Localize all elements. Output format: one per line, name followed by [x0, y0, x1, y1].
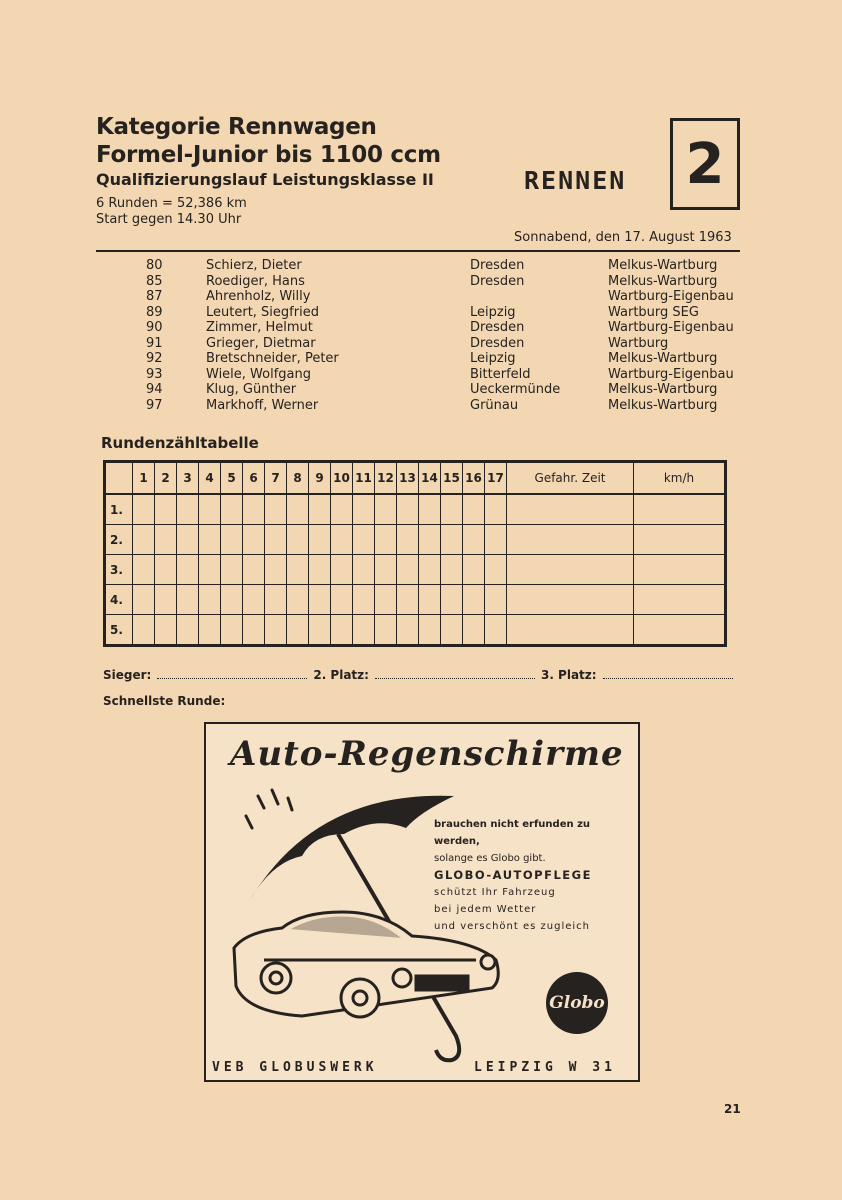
lap-cell — [133, 615, 155, 646]
winner-blank — [157, 677, 307, 679]
start-number: 94 — [146, 382, 163, 397]
start-number: 87 — [146, 289, 163, 304]
rain-drops-icon — [246, 790, 292, 828]
lap-cell — [155, 525, 177, 555]
driver-name: Klug, Günther — [206, 382, 297, 397]
lap-cell — [507, 494, 634, 525]
lap-cell — [221, 555, 243, 585]
second-place-label: 2. Platz: — [313, 668, 369, 682]
ad-headline: Auto-Regenschirme — [230, 734, 624, 774]
start-time: Start gegen 14.30 Uhr — [96, 212, 242, 227]
driver-name: Bretschneider, Peter — [206, 351, 339, 366]
driver-name: Ahrenholz, Willy — [206, 289, 311, 304]
start-number: 93 — [146, 366, 163, 382]
car-make: Wartburg SEG — [608, 304, 699, 320]
time-column-header: Gefahr. Zeit — [507, 462, 634, 495]
start-number: 85 — [146, 273, 163, 289]
lap-cell — [309, 555, 331, 585]
lap-cell — [133, 555, 155, 585]
race-distance: 6 Runden = 52,386 km — [96, 196, 247, 211]
lap-cell — [133, 525, 155, 555]
driver-city: Ueckermünde — [470, 382, 561, 397]
lap-row-label: 1. — [105, 494, 133, 525]
lap-cell — [331, 494, 353, 525]
entry-list — [140, 258, 734, 413]
lap-column-header: 7 — [265, 462, 287, 495]
lap-cell — [441, 585, 463, 615]
car-make: Wartburg-Eigenbau — [608, 366, 734, 382]
lap-column-header: 13 — [397, 462, 419, 495]
lap-row — [105, 525, 726, 555]
lap-cell — [331, 525, 353, 555]
ad-copy-line: und verschönt es zugleich — [434, 921, 591, 932]
third-place-label: 3. Platz: — [540, 668, 597, 682]
lap-cell — [353, 585, 375, 615]
lap-cell — [485, 555, 507, 585]
entry-row — [140, 258, 734, 274]
lap-cell — [634, 555, 726, 585]
lap-cell — [397, 494, 419, 525]
lap-column-header: 2 — [155, 462, 177, 495]
race-heading — [96, 116, 441, 229]
lap-row-label: 5. — [105, 615, 133, 646]
lap-cell — [331, 615, 353, 646]
lap-cell — [287, 525, 309, 555]
lap-column-header: 11 — [353, 462, 375, 495]
lap-row — [105, 494, 726, 525]
car-make: Wartburg-Eigenbau — [608, 320, 734, 335]
ad-copy — [434, 816, 638, 935]
lap-cell — [441, 615, 463, 646]
page-number: 21 — [724, 1102, 741, 1116]
lap-count-table — [103, 460, 727, 647]
lap-column-header: 3 — [177, 462, 199, 495]
lap-cell — [177, 555, 199, 585]
lap-table-title: Rundenzähltabelle — [101, 434, 259, 452]
lap-row-label: 4. — [105, 585, 133, 615]
lap-cell — [397, 615, 419, 646]
lap-cell — [463, 525, 485, 555]
lap-cell — [634, 494, 726, 525]
lap-cell — [397, 555, 419, 585]
start-number: 91 — [146, 335, 163, 351]
lap-column-header: 5 — [221, 462, 243, 495]
lap-cell — [221, 585, 243, 615]
lap-cell — [441, 525, 463, 555]
lap-cell — [133, 494, 155, 525]
race-number: 2 — [685, 131, 725, 197]
lap-cell — [309, 525, 331, 555]
lap-header-row — [105, 462, 726, 495]
lap-cell — [463, 585, 485, 615]
lap-cell — [199, 525, 221, 555]
lap-cell — [221, 615, 243, 646]
lap-cell — [199, 494, 221, 525]
lap-cell — [419, 555, 441, 585]
start-number: 92 — [146, 351, 163, 366]
lap-cell — [375, 555, 397, 585]
start-number: 90 — [146, 320, 163, 335]
ad-copy-line: schützt Ihr Fahrzeug — [434, 887, 556, 898]
driver-city: Dresden — [470, 320, 525, 335]
lap-row-label: 2. — [105, 525, 133, 555]
lap-column-header: 8 — [287, 462, 309, 495]
globo-logo — [546, 972, 608, 1034]
second-place-blank — [375, 677, 535, 679]
car-make: Melkus-Wartburg — [608, 273, 718, 289]
lap-cell — [419, 615, 441, 646]
driver-city: Grünau — [470, 397, 519, 413]
ad-address: LEIPZIG W 31 — [474, 1060, 616, 1075]
lap-row — [105, 555, 726, 585]
lap-cell — [309, 615, 331, 646]
third-place-blank — [603, 677, 733, 679]
driver-city: Leipzig — [470, 351, 516, 366]
lap-cell — [155, 555, 177, 585]
lap-cell — [634, 585, 726, 615]
ad-copy-line: bei jedem Wetter — [434, 904, 537, 915]
lap-column-header: 16 — [463, 462, 485, 495]
lap-column-header: 6 — [243, 462, 265, 495]
lap-column-header: 12 — [375, 462, 397, 495]
lap-cell — [287, 585, 309, 615]
lap-cell — [463, 615, 485, 646]
entry-row — [140, 382, 734, 398]
lap-column-header: 4 — [199, 462, 221, 495]
entry-row — [140, 351, 734, 367]
lap-column-header: 1 — [133, 462, 155, 495]
lap-cell — [463, 555, 485, 585]
driver-name: Wiele, Wolfgang — [206, 366, 311, 382]
lap-cell — [155, 494, 177, 525]
driver-name: Zimmer, Helmut — [206, 320, 313, 335]
fastest-lap-line — [103, 694, 733, 708]
car-make: Wartburg-Eigenbau — [608, 289, 734, 304]
umbrella-icon — [250, 796, 454, 900]
fastest-lap-label: Schnellste Runde: — [103, 694, 226, 708]
lap-cell — [507, 585, 634, 615]
driver-name: Markhoff, Werner — [206, 397, 319, 413]
lap-cell — [155, 615, 177, 646]
driver-city: Dresden — [470, 335, 525, 351]
lap-cell — [353, 615, 375, 646]
qualifier-title: Qualifizierungslauf Leistungsklasse II — [96, 170, 434, 189]
lap-cell — [265, 585, 287, 615]
lap-cell — [485, 494, 507, 525]
lap-cell — [287, 615, 309, 646]
winner-label: Sieger: — [103, 668, 152, 682]
lap-cell — [441, 555, 463, 585]
car-make: Melkus-Wartburg — [608, 382, 718, 397]
lap-cell — [485, 615, 507, 646]
start-number: 89 — [146, 304, 163, 320]
lap-cell — [507, 555, 634, 585]
lap-cell — [199, 585, 221, 615]
class-title: Formel-Junior bis 1100 ccm — [96, 142, 441, 168]
lap-row — [105, 585, 726, 615]
lap-cell — [287, 555, 309, 585]
ad-copy-line: solange es Globo gibt. — [434, 853, 546, 864]
lap-cell — [375, 494, 397, 525]
lap-cell — [265, 525, 287, 555]
lap-cell — [507, 525, 634, 555]
lap-cell — [634, 525, 726, 555]
lap-cell — [441, 494, 463, 525]
lap-column-header: 9 — [309, 462, 331, 495]
lap-cell — [243, 555, 265, 585]
lap-cell — [485, 525, 507, 555]
entry-row — [140, 305, 734, 321]
lap-cell — [397, 525, 419, 555]
lap-cell — [221, 494, 243, 525]
driver-city: Dresden — [470, 273, 525, 289]
lap-cell — [419, 494, 441, 525]
lap-cell — [463, 494, 485, 525]
lap-cell — [265, 555, 287, 585]
race-date: Sonnabend, den 17. August 1963 — [514, 230, 732, 245]
lap-cell — [243, 585, 265, 615]
entry-row — [140, 398, 734, 414]
lap-row — [105, 615, 726, 646]
lap-cell — [243, 525, 265, 555]
lap-cell — [397, 585, 419, 615]
driver-name: Grieger, Dietmar — [206, 335, 316, 351]
lap-cell — [265, 615, 287, 646]
race-number-box — [670, 118, 740, 210]
lap-cell — [375, 525, 397, 555]
ad-brand: GLOBO-AUTOPFLEGE — [434, 868, 592, 882]
driver-city: Leipzig — [470, 304, 516, 320]
ad-company: VEB GLOBUSWERK — [212, 1060, 378, 1075]
lap-cell — [309, 494, 331, 525]
placings-line — [103, 668, 739, 682]
driver-city — [470, 289, 608, 305]
lap-cell — [265, 494, 287, 525]
lap-cell — [155, 585, 177, 615]
driver-name: Schierz, Dieter — [206, 258, 302, 273]
lap-cell — [331, 585, 353, 615]
lap-cell — [485, 585, 507, 615]
car-make: Melkus-Wartburg — [608, 258, 718, 273]
lap-cell — [353, 494, 375, 525]
race-label: RENNEN — [524, 166, 627, 195]
lap-cell — [375, 615, 397, 646]
lap-cell — [133, 585, 155, 615]
lap-cell — [199, 615, 221, 646]
lap-column-header: 15 — [441, 462, 463, 495]
entry-row — [140, 320, 734, 336]
car-make: Wartburg — [608, 335, 669, 351]
driver-name: Leutert, Siegfried — [206, 304, 319, 320]
lap-cell — [177, 494, 199, 525]
lap-cell — [177, 615, 199, 646]
car-make: Melkus-Wartburg — [608, 397, 718, 413]
lap-cell — [507, 615, 634, 646]
lap-column-header: 17 — [485, 462, 507, 495]
start-number: 97 — [146, 397, 163, 413]
lap-cell — [243, 494, 265, 525]
driver-name: Roediger, Hans — [206, 273, 305, 289]
speed-column-header: km/h — [634, 462, 726, 495]
lap-column-header: 14 — [419, 462, 441, 495]
lap-cell — [221, 525, 243, 555]
lap-cell — [243, 615, 265, 646]
start-number: 80 — [146, 258, 163, 273]
lap-cell — [331, 555, 353, 585]
header-divider — [96, 250, 740, 252]
entry-row — [140, 367, 734, 383]
category-title: Kategorie Rennwagen — [96, 114, 377, 140]
entry-row — [140, 336, 734, 352]
lap-cell — [419, 585, 441, 615]
lap-cell — [419, 525, 441, 555]
driver-city: Dresden — [470, 258, 525, 273]
lap-cell — [375, 585, 397, 615]
entry-row — [140, 274, 734, 290]
row-index-header — [105, 462, 133, 495]
globo-advertisement — [204, 722, 640, 1082]
lap-row-label: 3. — [105, 555, 133, 585]
lap-cell — [309, 585, 331, 615]
driver-city: Bitterfeld — [470, 366, 531, 382]
lap-cell — [287, 494, 309, 525]
globo-logo-text: Globo — [549, 993, 605, 1013]
lap-cell — [199, 555, 221, 585]
entry-row — [140, 289, 734, 305]
ad-copy-line: brauchen nicht erfunden zu werden, — [434, 819, 591, 847]
lap-cell — [353, 555, 375, 585]
lap-cell — [353, 525, 375, 555]
lap-cell — [634, 615, 726, 646]
car-make: Melkus-Wartburg — [608, 351, 718, 366]
lap-cell — [177, 525, 199, 555]
lap-column-header: 10 — [331, 462, 353, 495]
lap-cell — [177, 585, 199, 615]
